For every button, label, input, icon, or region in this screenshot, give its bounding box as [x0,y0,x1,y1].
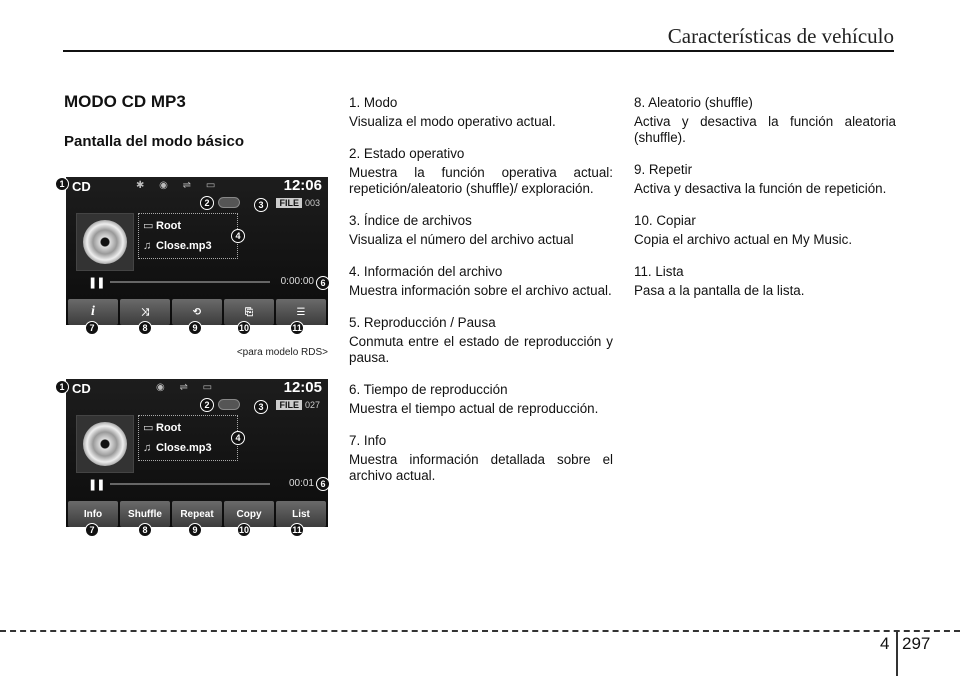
list-item: 2. Estado operativo Muestra la función operativa actual: repetición/aleatorio (shuffle)/ exploración. [349,146,613,196]
mode-label: CD [72,381,91,396]
play-time: 0:00:00 [280,276,314,287]
play-time: 00:01 [288,478,314,489]
repeat-status-icon [218,197,240,208]
list-item: 9. Repetir Activa y desactiva la función de repetición. [634,162,887,196]
callout-3: 3 [254,400,268,414]
status-icons: ◉ ⇌ ▭ [156,382,219,393]
music-note-icon: ♫ [143,240,152,252]
file-index: FILE 003 [276,198,320,208]
list-item: 5. Reproducción / Pausa Conmuta entre el estado de reproducción y pausa. [349,315,613,365]
mode-label: CD [72,179,91,194]
cd-disc-icon [76,213,134,271]
clock: 12:05 [283,379,322,396]
info-icon: i [91,304,95,319]
repeat-icon: ⟲ [192,306,202,318]
callout-3: 3 [254,198,268,212]
clock: 12:06 [283,177,322,194]
callout-8: 8 [138,321,152,335]
list-item: 1. Modo Visualiza el modo operativo actual. [349,95,556,129]
copy-icon: ⎘ [245,306,253,318]
callout-6: 6 [316,477,330,491]
file-info-box: ▭ Root ♫ Close.mp3 [138,213,238,259]
repeat-button[interactable]: Repeat [172,501,222,527]
callout-6: 6 [316,276,330,290]
file-info-box: ▭ Root ♫ Close.mp3 [138,415,238,461]
cd-mp3-screen [66,379,328,527]
callout-4: 4 [231,431,245,445]
section-title: MODO CD MP3 [64,92,186,111]
list-button[interactable]: List [276,501,326,527]
pause-icon[interactable]: ❚❚ [88,479,105,491]
chapter-number: 4 [880,634,890,653]
file-index: FILE 027 [276,400,320,410]
screen-caption: <para modelo RDS> [236,347,328,358]
callout-2: 2 [200,196,214,210]
callout-4: 4 [231,229,245,243]
callout-9: 9 [188,321,202,335]
callout-11: 11 [290,321,304,335]
info-button[interactable]: Info [68,501,118,527]
shuffle-button[interactable]: Shuffle [120,501,170,527]
callout-2: 2 [200,398,214,412]
callout-10: 10 [238,525,249,535]
list-button[interactable] [276,299,326,325]
progress-bar [110,483,270,485]
section-subtitle: Pantalla del modo básico [64,133,245,150]
description-column-right [634,95,896,315]
pause-icon[interactable]: ❚❚ [88,277,105,289]
callout-8: 8 [138,523,152,537]
header-title: Características de vehículo [667,24,894,48]
list-icon: ☰ [296,306,306,318]
copy-button[interactable]: Copy [224,501,274,527]
callout-11: 11 [290,523,304,537]
repeat-status-icon [218,399,240,410]
footer-divider [896,631,898,676]
callout-9: 9 [188,523,202,537]
copy-button[interactable] [224,299,274,325]
shuffle-icon: ⤨ [141,306,149,318]
folder-icon: ▭ [143,220,154,232]
list-item: 11. Lista Pasa a la pantalla de la lista. [634,264,805,298]
cd-disc-icon [76,415,134,473]
list-item: 3. Índice de archivos Visualiza el número del archivo actual [349,213,574,247]
description-column-middle [349,95,613,500]
footer-rule [0,630,960,632]
page-number: 297 [902,634,931,653]
callout-10: 10 [238,323,249,333]
folder-icon: ▭ [143,422,154,434]
callout-7: 7 [85,523,99,537]
list-item: 10. Copiar Copia el archivo actual en My Music. [634,213,853,247]
header-rule [63,50,894,52]
music-note-icon: ♫ [143,442,152,454]
progress-bar [110,281,270,283]
status-icons: ✱ ◉ ⇌ ▭ [136,180,222,191]
callout-1: 1 [55,177,69,191]
callout-1: 1 [55,380,69,394]
list-item: 4. Información del archivo Muestra información sobre el archivo actual. [349,264,612,298]
list-item: 8. Aleatorio (shuffle) Activa y desactiva la función aleatoria (shuffle). [634,95,896,145]
callout-7: 7 [85,321,99,335]
list-item: 7. Info Muestra información detallada sobre el archivo actual. [349,433,613,483]
list-item: 6. Tiempo de reproducción Muestra el tiempo actual de reproducción. [349,382,599,416]
cd-mp3-screen-rds [66,177,328,325]
